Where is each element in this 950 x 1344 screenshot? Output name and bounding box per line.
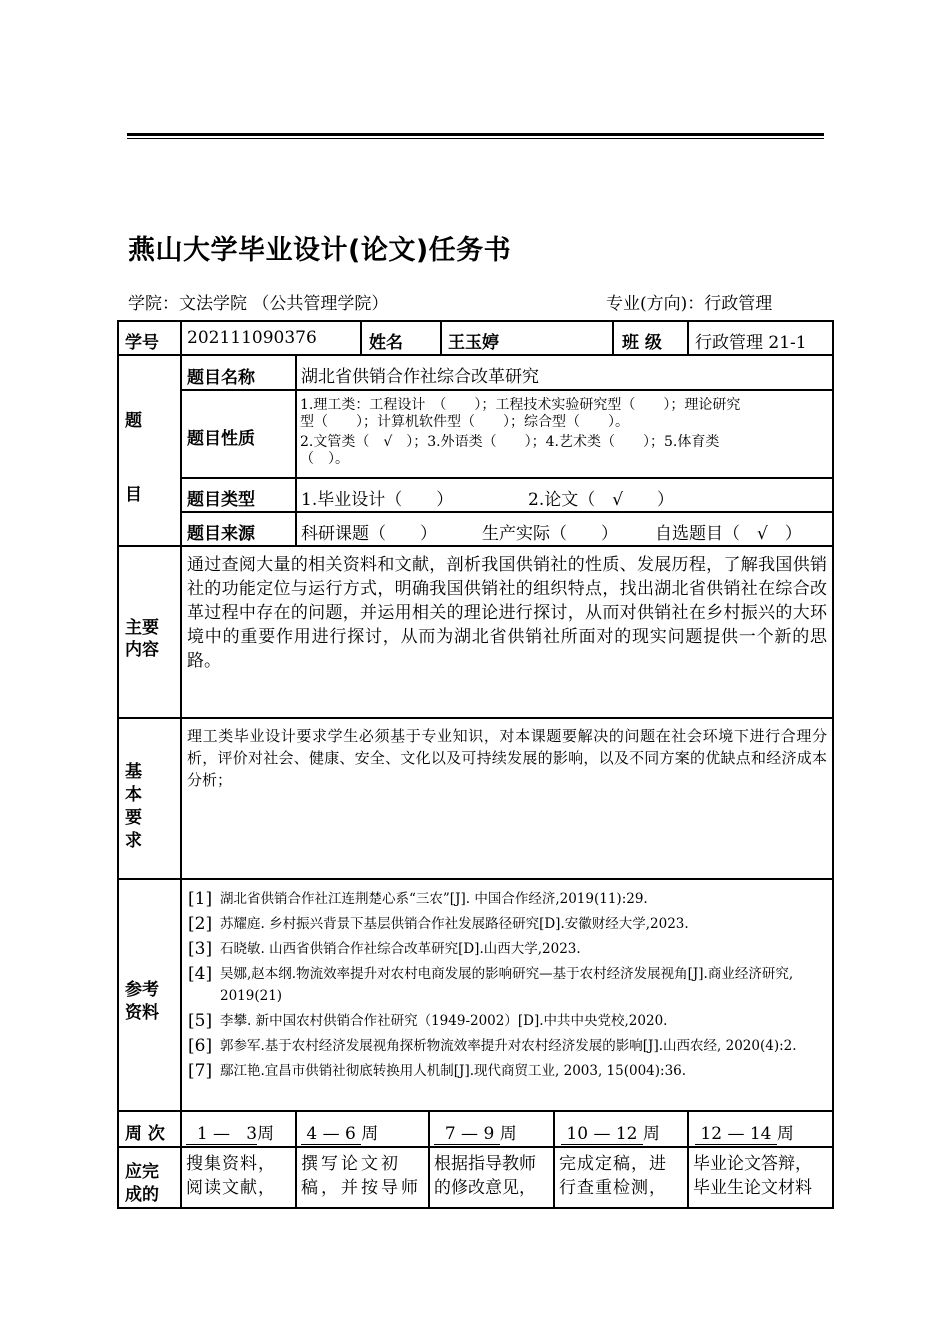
week-start: 7 <box>444 1124 456 1144</box>
reference-item <box>188 963 828 1007</box>
content-label-cell <box>117 545 180 717</box>
reference-num: [1] <box>188 889 213 909</box>
requirements-label-1: 基 <box>125 762 142 782</box>
week-end: 6 <box>345 1124 356 1144</box>
reference-text: 苏耀庭. 乡村振兴背景下基层供销合作社发展路径研究[D].安徽财经大学,2023. <box>220 916 689 932</box>
reference-item <box>188 1035 828 1057</box>
tasks-label-cell <box>117 1146 180 1209</box>
topic-name-cell <box>295 354 834 389</box>
week-sep: — <box>322 1124 340 1144</box>
topic-nature-line-1: 1.理工类：工程设计 （ ）；工程技术实验研究型（ ）；理论研究 <box>300 397 741 413</box>
reference-text: 吴娜,赵本纲.物流效率提升对农村电商发展的影响研究—基于农村经济发展视角[J].商业经济研究, 2019(21) <box>220 966 794 1004</box>
major-line <box>606 289 772 314</box>
major-label: 专业(方向)： <box>606 294 705 314</box>
week-start: 1 <box>196 1124 208 1144</box>
tasks-label-2: 成的 <box>125 1185 159 1205</box>
student-id: 202111090376 <box>187 328 317 348</box>
week-start: 12 <box>700 1124 723 1144</box>
references-label-2: 资料 <box>125 1003 159 1023</box>
reference-num: [3] <box>188 939 213 959</box>
topic-type-label-cell <box>180 477 295 511</box>
topic-section-label-1: 题 <box>125 411 142 431</box>
topic-name: 湖北省供销合作社综合改革研究 <box>301 367 539 387</box>
content-text: 通过查阅大量的相关资料和文献，剖析我国供销社的性质、发展历程，了解我国供销社的功能定位与运行方式，明确我国供销社的组织特点，找出湖北省供销社在综合改革过程中存在的问题，并运用相关的理论进行探讨，从而对供销社在乡村振兴的大环境中的重要作用进行探讨，从而为湖北省供销社所面对的现实问题提供一个新的思路。 <box>180 545 834 717</box>
header-rule-thick <box>127 133 824 136</box>
week-label-cell <box>117 1110 180 1146</box>
week-end: 9 <box>483 1124 495 1144</box>
reference-num: [5] <box>188 1011 213 1031</box>
class-cell <box>687 320 834 354</box>
document-title: 燕山大学毕业设计(论文)任务书 <box>128 235 512 266</box>
topic-source-label: 题目来源 <box>187 524 255 544</box>
reference-item <box>188 913 828 935</box>
topic-source-research: 科研课题（ ） <box>301 524 437 544</box>
topic-section-label-2: 目 <box>125 485 142 505</box>
week-cell <box>428 1110 553 1146</box>
topic-source-label-cell <box>180 511 295 545</box>
header-rule-thin <box>127 138 824 139</box>
content-label-1: 主要 <box>125 618 159 638</box>
reference-item <box>188 938 828 960</box>
major-value: 行政管理 <box>704 294 773 314</box>
reference-text: 鄢江艳.宜昌市供销社彻底转换用人机制[J].现代商贸工业, 2003, 15(004):36. <box>220 1063 687 1079</box>
week-end: 3 <box>246 1124 258 1144</box>
college-line <box>128 289 388 314</box>
id-label-cell <box>117 320 180 354</box>
week-sep: — <box>593 1124 611 1144</box>
reference-num: [4] <box>188 964 213 984</box>
task-cell: 完成定稿，进行查重检测， <box>553 1146 687 1209</box>
reference-text: 石晓敏. 山西省供销合作社综合改革研究[D].山西大学,2023. <box>220 941 581 957</box>
topic-source-cell <box>295 511 834 545</box>
references-label-cell <box>117 878 180 1110</box>
topic-type-thesis: 2.论文（ √ ） <box>528 490 675 510</box>
topic-name-label-cell <box>180 354 295 389</box>
week-end: 14 <box>749 1124 772 1144</box>
week-cell <box>295 1110 428 1146</box>
class-label: 班 级 <box>622 333 662 353</box>
topic-source-self: 自选题目（ √ ） <box>655 524 802 544</box>
topic-type-cell <box>295 477 834 511</box>
week-unit: 周 <box>257 1124 275 1144</box>
task-cell: 撰写论文初稿，并按导师 <box>295 1146 428 1209</box>
content-label-2: 内容 <box>125 640 159 660</box>
reference-text: 李攀. 新中国农村供销合作社研究（1949-2002）[D].中共中央党校,2020. <box>220 1013 668 1029</box>
week-unit: 周 <box>642 1124 660 1144</box>
college-label: 学院： <box>128 294 179 314</box>
topic-nature-label: 题目性质 <box>187 429 255 449</box>
id-cell <box>180 320 360 354</box>
name-label: 姓名 <box>369 333 403 353</box>
topic-source-production: 生产实际（ ） <box>482 524 618 544</box>
week-cell <box>553 1110 687 1146</box>
week-cell <box>180 1110 295 1146</box>
reference-text: 湖北省供销合作社江连荆楚心系“三农”[J]. 中国合作经济,2019(11):29. <box>220 891 648 907</box>
references-label-1: 参考 <box>125 980 159 1000</box>
week-end: 12 <box>615 1124 638 1144</box>
tasks-label-1: 应完 <box>125 1162 159 1182</box>
requirements-label-2: 本 <box>125 785 142 805</box>
week-unit: 周 <box>361 1124 379 1144</box>
requirements-label-cell <box>117 717 180 878</box>
task-cell: 根据指导教师的修改意见， <box>428 1146 553 1209</box>
reference-num: [7] <box>188 1061 213 1081</box>
class-label-cell <box>612 320 687 354</box>
topic-nature-cell <box>295 389 834 477</box>
task-cell: 毕业论文答辩，毕业生论文材料 <box>687 1146 834 1209</box>
week-sep: — <box>727 1124 745 1144</box>
task-cell: 搜集资料，阅读文献， <box>180 1146 295 1209</box>
reference-text: 郭参军.基于农村经济发展视角探析物流效率提升对农村经济发展的影响[J].山西农经, 2020(4):2. <box>220 1038 797 1054</box>
topic-name-label: 题目名称 <box>187 368 255 388</box>
topic-nature-label-cell <box>180 389 295 477</box>
student-name: 王玉婷 <box>448 333 499 353</box>
topic-type-design: 1.毕业设计（ ） <box>301 490 454 510</box>
requirements-label-3: 要 <box>125 808 142 828</box>
references-list <box>180 878 834 1110</box>
week-start: 4 <box>306 1124 318 1144</box>
week-unit: 周 <box>499 1124 517 1144</box>
week-sep: — <box>461 1124 479 1144</box>
week-cell <box>687 1110 834 1146</box>
topic-nature-line-4: （ ）。 <box>300 451 349 467</box>
topic-type-label: 题目类型 <box>187 490 255 510</box>
requirements-label-4: 求 <box>125 831 142 851</box>
topic-section-cell <box>117 354 180 545</box>
id-label: 学号 <box>125 333 159 353</box>
week-unit: 周 <box>776 1124 794 1144</box>
topic-nature-line-2: 型（ ）；计算机软件型（ ）；综合型（ ）。 <box>300 414 629 430</box>
reference-item <box>188 1060 828 1082</box>
requirements-text: 理工类毕业设计要求学生必须基于专业知识，对本课题要解决的问题在社会环境下进行合理分析，评价对社会、健康、安全、文化以及可持续发展的影响，以及不同方案的优缺点和经济成本分析； <box>180 717 834 878</box>
topic-nature-line-3: 2.文管类（ √ ）；3.外语类（ ）；4.艺术类（ ）；5.体育类 <box>300 434 720 450</box>
reference-num: [6] <box>188 1036 213 1056</box>
reference-item <box>188 888 828 910</box>
reference-item <box>188 1010 828 1032</box>
week-sep: — <box>213 1124 231 1144</box>
college-value: 文法学院 （公共管理学院） <box>179 294 389 314</box>
reference-num: [2] <box>188 914 213 934</box>
week-label: 周 次 <box>125 1124 165 1144</box>
week-start: 10 <box>566 1124 589 1144</box>
name-cell <box>440 320 612 354</box>
class-value: 行政管理 21-1 <box>695 333 807 353</box>
name-label-cell <box>360 320 440 354</box>
